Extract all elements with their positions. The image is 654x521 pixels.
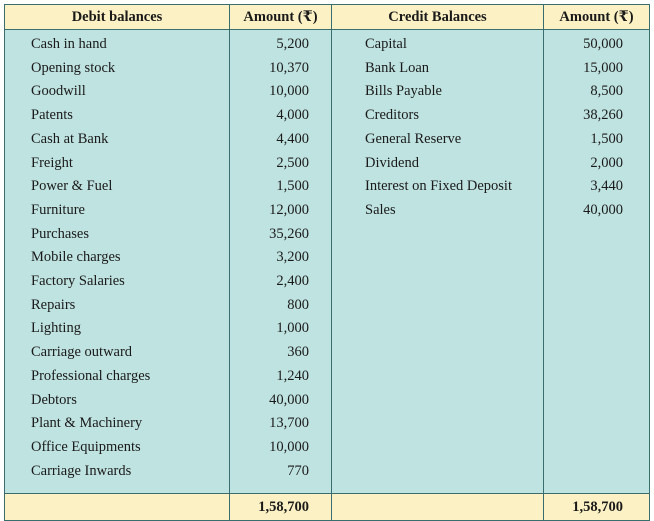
credit-amount-cell <box>544 412 650 436</box>
credit-name-cell: Sales <box>332 199 544 223</box>
credit-name-cell <box>332 223 544 247</box>
table-row <box>5 317 650 341</box>
credit-amount-cell <box>544 365 650 389</box>
debit-name-cell: Furniture <box>5 199 230 223</box>
debit-name-cell: Freight <box>5 152 230 176</box>
debit-name-cell: Power & Fuel <box>5 175 230 199</box>
debit-amount-cell: 1,000 <box>230 317 332 341</box>
credit-name-cell <box>332 365 544 389</box>
credit-amount-cell <box>544 341 650 365</box>
credit-amount-cell: 2,000 <box>544 152 650 176</box>
table-row <box>5 436 650 460</box>
credit-name-cell: Interest on Fixed Deposit <box>332 175 544 199</box>
credit-total-blank <box>332 494 544 521</box>
credit-total: 1,58,700 <box>544 494 650 521</box>
debit-amount-cell: 10,000 <box>230 80 332 104</box>
table-row <box>5 389 650 413</box>
table-row <box>5 246 650 270</box>
table-row <box>5 104 650 128</box>
credit-amount-cell: 40,000 <box>544 199 650 223</box>
debit-name-cell: Carriage outward <box>5 341 230 365</box>
credit-name-cell <box>332 412 544 436</box>
debit-amount-cell: 770 <box>230 460 332 494</box>
table-row <box>5 175 650 199</box>
credit-amount-cell <box>544 246 650 270</box>
debit-name-cell: Cash at Bank <box>5 128 230 152</box>
credit-name-cell: Bills Payable <box>332 80 544 104</box>
debit-amount-cell: 40,000 <box>230 389 332 413</box>
debit-total-blank <box>5 494 230 521</box>
credit-amount-cell: 1,500 <box>544 128 650 152</box>
table-row <box>5 365 650 389</box>
credit-amount-cell: 38,260 <box>544 104 650 128</box>
credit-name-cell <box>332 460 544 494</box>
credit-amount-cell <box>544 223 650 247</box>
table-row <box>5 152 650 176</box>
debit-name-cell: Repairs <box>5 294 230 318</box>
credit-amount-cell: 15,000 <box>544 57 650 81</box>
table-body <box>5 30 650 494</box>
debit-amount-cell: 3,200 <box>230 246 332 270</box>
total-row <box>5 494 650 521</box>
debit-name-cell: Factory Salaries <box>5 270 230 294</box>
table-row <box>5 128 650 152</box>
credit-amount-header: Amount (₹) <box>544 5 650 30</box>
debit-name-cell: Lighting <box>5 317 230 341</box>
table-row <box>5 57 650 81</box>
credit-amount-cell: 50,000 <box>544 30 650 57</box>
debit-name-cell: Patents <box>5 104 230 128</box>
table-row <box>5 294 650 318</box>
credit-amount-cell <box>544 460 650 494</box>
header-row <box>5 5 650 30</box>
debit-amount-cell: 1,240 <box>230 365 332 389</box>
credit-amount-cell <box>544 294 650 318</box>
debit-name-cell: Debtors <box>5 389 230 413</box>
debit-amount-header: Amount (₹) <box>230 5 332 30</box>
debit-amount-cell: 2,400 <box>230 270 332 294</box>
debit-amount-cell: 12,000 <box>230 199 332 223</box>
debit-amount-cell: 4,000 <box>230 104 332 128</box>
credit-name-cell <box>332 341 544 365</box>
debit-name-cell: Office Equipments <box>5 436 230 460</box>
credit-name-cell <box>332 389 544 413</box>
debit-amount-cell: 4,400 <box>230 128 332 152</box>
debit-amount-cell: 2,500 <box>230 152 332 176</box>
table-row <box>5 412 650 436</box>
credit-amount-cell: 8,500 <box>544 80 650 104</box>
credit-name-cell: Creditors <box>332 104 544 128</box>
debit-name-cell: Cash in hand <box>5 30 230 57</box>
debit-name-cell: Opening stock <box>5 57 230 81</box>
debit-total: 1,58,700 <box>230 494 332 521</box>
trial-balance-table <box>4 4 650 521</box>
debit-name-cell: Purchases <box>5 223 230 247</box>
debit-amount-cell: 360 <box>230 341 332 365</box>
table-row <box>5 223 650 247</box>
table-row <box>5 199 650 223</box>
debit-name-cell: Carriage Inwards <box>5 460 230 494</box>
credit-name-cell <box>332 246 544 270</box>
debit-amount-cell: 35,260 <box>230 223 332 247</box>
debit-amount-cell: 10,370 <box>230 57 332 81</box>
credit-amount-cell <box>544 317 650 341</box>
debit-name-cell: Plant & Machinery <box>5 412 230 436</box>
debit-amount-cell: 5,200 <box>230 30 332 57</box>
debit-header: Debit balances <box>5 5 230 30</box>
credit-amount-cell <box>544 436 650 460</box>
credit-amount-cell <box>544 270 650 294</box>
table-row <box>5 30 650 57</box>
debit-name-cell: Goodwill <box>5 80 230 104</box>
table-row <box>5 341 650 365</box>
debit-name-cell: Professional charges <box>5 365 230 389</box>
table-row <box>5 460 650 494</box>
debit-amount-cell: 800 <box>230 294 332 318</box>
trial-balance <box>4 4 649 513</box>
credit-name-cell <box>332 294 544 318</box>
credit-name-cell: Bank Loan <box>332 57 544 81</box>
debit-amount-cell: 1,500 <box>230 175 332 199</box>
credit-amount-cell <box>544 389 650 413</box>
debit-amount-cell: 13,700 <box>230 412 332 436</box>
debit-name-cell: Mobile charges <box>5 246 230 270</box>
credit-name-cell <box>332 270 544 294</box>
debit-amount-cell: 10,000 <box>230 436 332 460</box>
table-row <box>5 270 650 294</box>
credit-name-cell <box>332 317 544 341</box>
credit-name-cell <box>332 436 544 460</box>
credit-name-cell: Capital <box>332 30 544 57</box>
credit-name-cell: Dividend <box>332 152 544 176</box>
table-row <box>5 80 650 104</box>
credit-amount-cell: 3,440 <box>544 175 650 199</box>
credit-name-cell: General Reserve <box>332 128 544 152</box>
credit-header: Credit Balances <box>332 5 544 30</box>
